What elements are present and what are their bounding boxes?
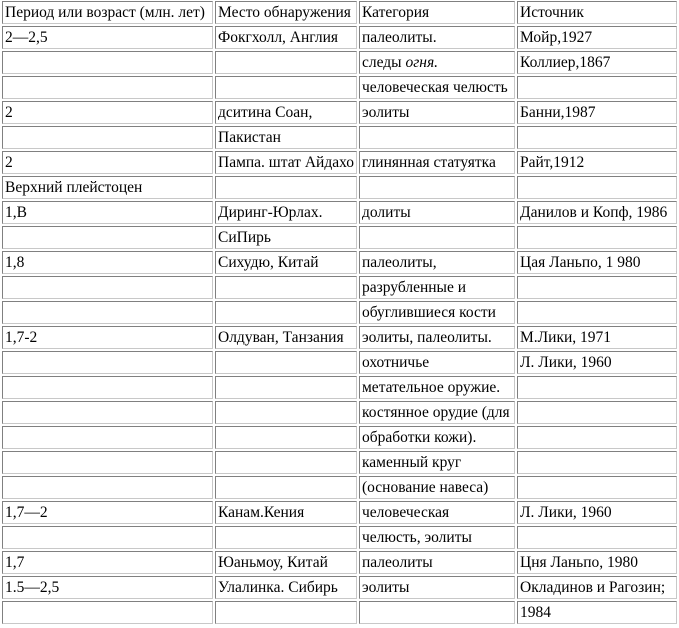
cell-location bbox=[215, 276, 357, 299]
cell-source: Райт,1912 bbox=[517, 151, 677, 174]
cell-period: 2 bbox=[2, 101, 213, 124]
table-row bbox=[2, 26, 677, 49]
table-row bbox=[2, 601, 677, 624]
table-row bbox=[2, 401, 677, 424]
header-location: Место обнаружения bbox=[215, 1, 357, 24]
header-row bbox=[2, 1, 677, 24]
cell-period bbox=[2, 476, 213, 499]
cell-period bbox=[2, 526, 213, 549]
cell-location: Пампа. штат Айдахо bbox=[215, 151, 357, 174]
cell-period: 1,8 bbox=[2, 251, 213, 274]
cell-text: следы bbox=[362, 54, 406, 71]
cell-category: каменный круг bbox=[359, 451, 515, 474]
cell-source bbox=[517, 126, 677, 149]
cell-category: обуглившиеся кости bbox=[359, 301, 515, 324]
cell-period: 1,В bbox=[2, 201, 213, 224]
cell-period bbox=[2, 276, 213, 299]
cell-period bbox=[2, 601, 213, 624]
cell-source: Банни,1987 bbox=[517, 101, 677, 124]
cell-location bbox=[215, 176, 357, 199]
cell-period: Верхний плейстоцен bbox=[2, 176, 213, 199]
cell-category: эолиты, палеолиты. bbox=[359, 326, 515, 349]
cell-period bbox=[2, 451, 213, 474]
cell-category: метательное оружие. bbox=[359, 376, 515, 399]
table-row bbox=[2, 501, 677, 524]
header-category: Категория bbox=[359, 1, 515, 24]
cell-period bbox=[2, 226, 213, 249]
cell-location bbox=[215, 451, 357, 474]
cell-category: эолиты bbox=[359, 576, 515, 599]
table-row bbox=[2, 301, 677, 324]
cell-source bbox=[517, 176, 677, 199]
cell-italic-text: огня. bbox=[405, 54, 439, 71]
header-source: Источник bbox=[517, 1, 677, 24]
cell-period bbox=[2, 426, 213, 449]
cell-category: костянное орудие (для bbox=[359, 401, 515, 424]
cell-location bbox=[215, 526, 357, 549]
cell-location: Олдуван, Танзания bbox=[215, 326, 357, 349]
cell-source: Данилов и Копф, 1986 bbox=[517, 201, 677, 224]
table-row bbox=[2, 326, 677, 349]
table-row bbox=[2, 226, 677, 249]
cell-source bbox=[517, 376, 677, 399]
header-period: Период или возраст (млн. лет) bbox=[2, 1, 213, 24]
cell-location: Улалинка. Сибирь bbox=[215, 576, 357, 599]
cell-category bbox=[359, 126, 515, 149]
cell-location: Пакистан bbox=[215, 126, 357, 149]
cell-period bbox=[2, 76, 213, 99]
cell-location: Канам.Кения bbox=[215, 501, 357, 524]
cell-source bbox=[517, 426, 677, 449]
table-row bbox=[2, 151, 677, 174]
cell-location bbox=[215, 601, 357, 624]
cell-source: Окладинов и Рагозин; bbox=[517, 576, 677, 599]
cell-period: 1,7—2 bbox=[2, 501, 213, 524]
table-row bbox=[2, 126, 677, 149]
cell-source: Коллиер,1867 bbox=[517, 51, 677, 74]
cell-source bbox=[517, 476, 677, 499]
table-row bbox=[2, 576, 677, 599]
cell-category: охотничье bbox=[359, 351, 515, 374]
cell-source: Цая Ланьпо, 1 980 bbox=[517, 251, 677, 274]
cell-category: челюсть, эолиты bbox=[359, 526, 515, 549]
cell-source bbox=[517, 401, 677, 424]
cell-category: человеческая челюсть bbox=[359, 76, 515, 99]
cell-source bbox=[517, 76, 677, 99]
cell-source: М.Лики, 1971 bbox=[517, 326, 677, 349]
cell-period: 2—2,5 bbox=[2, 26, 213, 49]
cell-location bbox=[215, 301, 357, 324]
cell-source: Л. Лики, 1960 bbox=[517, 501, 677, 524]
cell-source: Цня Ланьпо, 1980 bbox=[517, 551, 677, 574]
cell-location bbox=[215, 476, 357, 499]
cell-location bbox=[215, 426, 357, 449]
table-row bbox=[2, 251, 677, 274]
cell-category: глинянная статуятка bbox=[359, 151, 515, 174]
cell-category: эолиты bbox=[359, 101, 515, 124]
cell-source: 1984 bbox=[517, 601, 677, 624]
cell-location bbox=[215, 76, 357, 99]
cell-period: 2 bbox=[2, 151, 213, 174]
table-row bbox=[2, 176, 677, 199]
cell-period: 1,7 bbox=[2, 551, 213, 574]
cell-location bbox=[215, 376, 357, 399]
table-row bbox=[2, 51, 677, 74]
table-row bbox=[2, 526, 677, 549]
cell-location bbox=[215, 401, 357, 424]
cell-category: разрубленные и bbox=[359, 276, 515, 299]
cell-category: человеческая bbox=[359, 501, 515, 524]
cell-location bbox=[215, 51, 357, 74]
cell-location: Диринг-Юрлах. bbox=[215, 201, 357, 224]
cell-category: палеолиты. bbox=[359, 26, 515, 49]
cell-period bbox=[2, 351, 213, 374]
cell-category: обработки кожи). bbox=[359, 426, 515, 449]
cell-location: СиПирь bbox=[215, 226, 357, 249]
cell-source bbox=[517, 301, 677, 324]
cell-category: палеолиты bbox=[359, 551, 515, 574]
table-row bbox=[2, 451, 677, 474]
table-row bbox=[2, 551, 677, 574]
table-body bbox=[2, 1, 677, 624]
cell-period bbox=[2, 301, 213, 324]
cell-source: Мойр,1927 bbox=[517, 26, 677, 49]
cell-source: Л. Лики, 1960 bbox=[517, 351, 677, 374]
cell-category bbox=[359, 226, 515, 249]
cell-period bbox=[2, 376, 213, 399]
table-row bbox=[2, 201, 677, 224]
cell-category bbox=[359, 601, 515, 624]
table-row bbox=[2, 476, 677, 499]
cell-period bbox=[2, 126, 213, 149]
cell-source bbox=[517, 451, 677, 474]
cell-source bbox=[517, 526, 677, 549]
cell-location: Юаньмоу, Китай bbox=[215, 551, 357, 574]
cell-source bbox=[517, 226, 677, 249]
table-row bbox=[2, 276, 677, 299]
cell-location bbox=[215, 351, 357, 374]
table-row bbox=[2, 76, 677, 99]
cell-category: (основание навеса) bbox=[359, 476, 515, 499]
cell-period: 1,7-2 bbox=[2, 326, 213, 349]
cell-category bbox=[359, 176, 515, 199]
cell-period bbox=[2, 51, 213, 74]
cell-category: долиты bbox=[359, 201, 515, 224]
table-row bbox=[2, 351, 677, 374]
cell-period: 1.5—2,5 bbox=[2, 576, 213, 599]
cell-location: Фокгхолл, Англия bbox=[215, 26, 357, 49]
cell-category bbox=[359, 51, 515, 74]
table-row bbox=[2, 101, 677, 124]
cell-period bbox=[2, 401, 213, 424]
cell-location: Сихудю, Китай bbox=[215, 251, 357, 274]
table-row bbox=[2, 426, 677, 449]
table-row bbox=[2, 376, 677, 399]
cell-source bbox=[517, 276, 677, 299]
cell-location: дситина Соан, bbox=[215, 101, 357, 124]
cell-category: палеолиты, bbox=[359, 251, 515, 274]
